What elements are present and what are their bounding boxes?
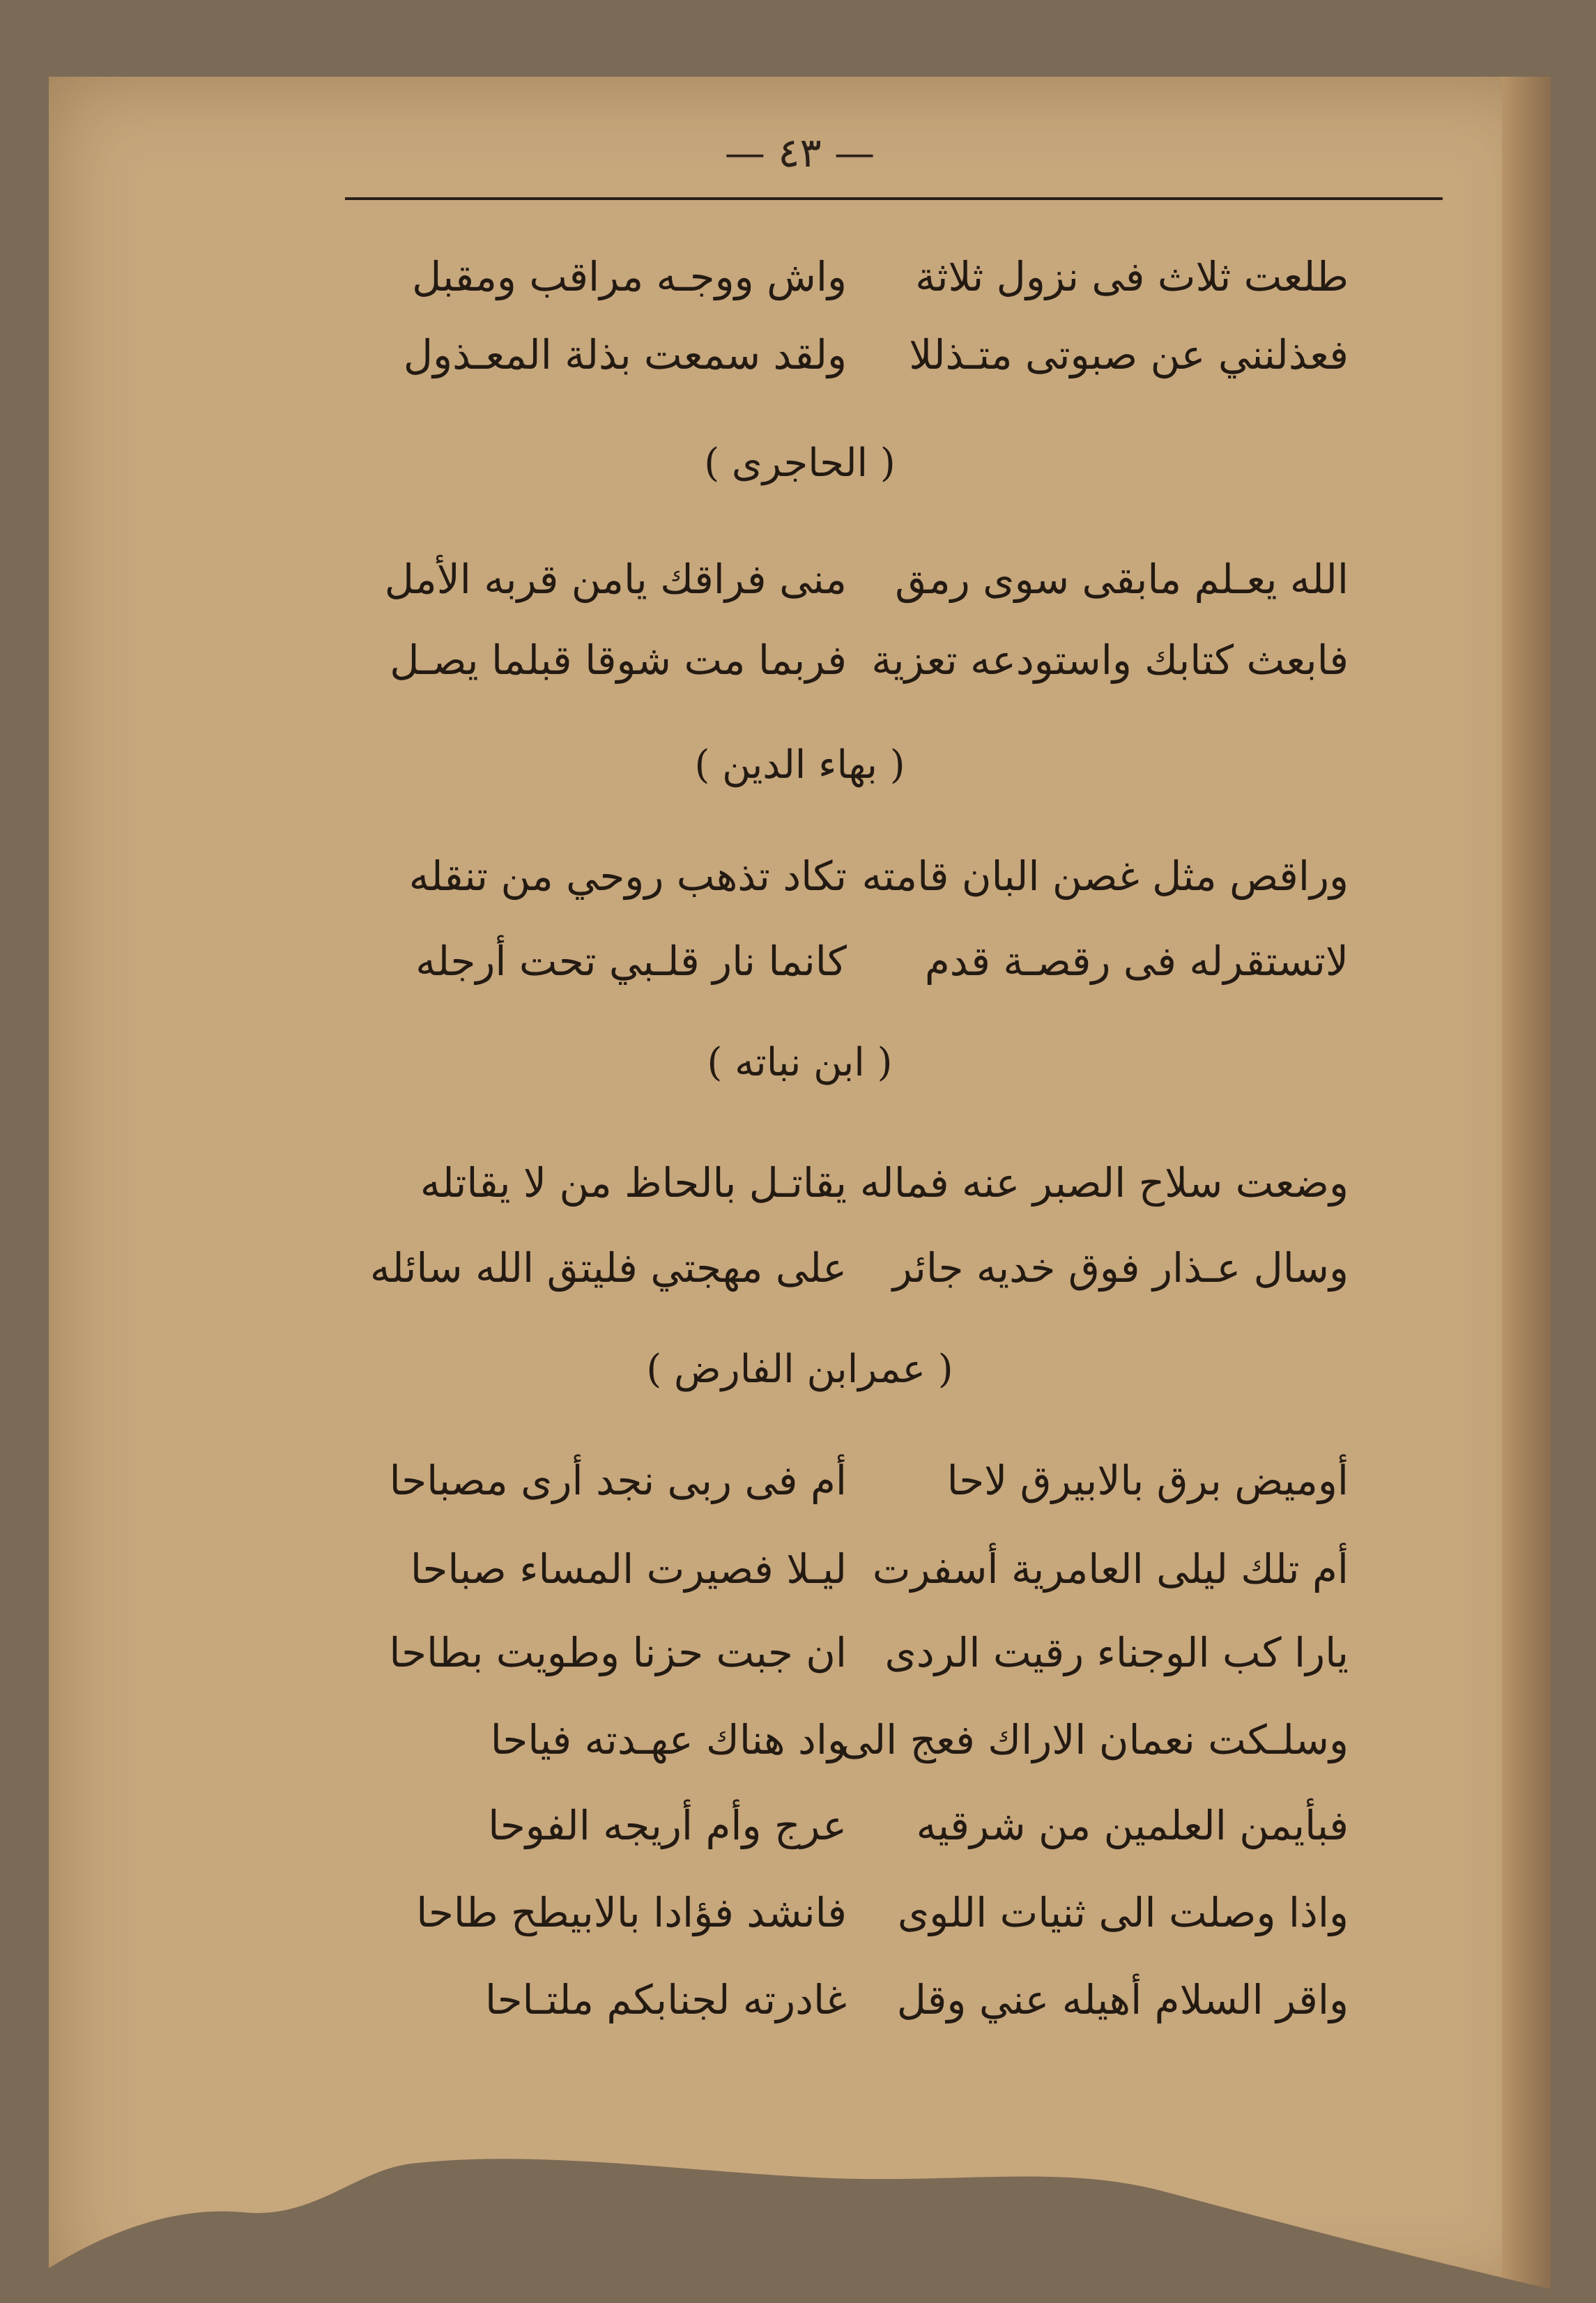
verse-second-hemistich: غادرته لجنابكم ملتـاحا <box>485 1976 847 2023</box>
verse-second-hemistich: كانما نار قلـبي تحت أرجله <box>415 938 847 985</box>
verse-second-hemistich: تكاد تذهب روحي من تنقله <box>408 852 847 900</box>
verse-second-hemistich: ان جبت حزنا وطويت بطاحا <box>389 1629 847 1676</box>
verse-first-hemistich: أوميض برق بالابيرق لاحا <box>946 1457 1349 1504</box>
verse-first-hemistich: طلعت ثلاث فى نزول ثلاثة <box>915 253 1349 300</box>
verse-second-hemistich: فربما مت شوقا قبلما يصـل <box>390 636 847 684</box>
verse-first-hemistich: فبأيمن العلمين من شرقيه <box>916 1802 1349 1849</box>
verse-first-hemistich: فعذلنني عن صبوتى متـذللا <box>909 331 1349 378</box>
verse-second-hemistich: يقاتـل بالحاظ من لا يقاتله <box>420 1159 847 1207</box>
verse-second-hemistich: فانشد فؤادا بالابيطح طاحا <box>416 1889 847 1936</box>
verse-second-hemistich: على مهجتي فليتق الله سائله <box>369 1244 847 1292</box>
torn-edge <box>49 2129 1551 2303</box>
verse-first-hemistich: لاتستقرله فى رقصـة قدم <box>924 938 1349 985</box>
section-title: ( بهاء الدين ) <box>694 742 905 788</box>
verse-first-hemistich: يارا كب الوجناء رقيت الردى <box>884 1629 1349 1676</box>
section-title: ( ابن نباته ) <box>707 1040 893 1085</box>
poem-text <box>49 77 1551 2303</box>
verse-first-hemistich: وراقص مثل غصن البان قامته <box>861 852 1349 900</box>
verse-first-hemistich: واقر السلام أهيله عني وقل <box>896 1976 1349 2023</box>
verse-second-hemistich: أم فى ربى نجد أرى مصباحا <box>389 1457 847 1504</box>
book-page <box>49 77 1551 2303</box>
verse-first-hemistich: وسلـكت نعمان الاراك فعج الى <box>840 1716 1349 1763</box>
verse-first-hemistich: فابعث كتابك واستودعه تعزية <box>871 636 1349 684</box>
verse-second-hemistich: منى فراقك يامن قربه الأمل <box>384 556 847 603</box>
section-title: ( عمرابن الفارض ) <box>646 1347 953 1392</box>
verse-first-hemistich: واذا وصلت الى ثنيات اللوى <box>897 1889 1349 1936</box>
verse-first-hemistich: الله يعـلم مابقى سوى رمق <box>895 556 1349 603</box>
verse-second-hemistich: ولقد سمعت بذلة المعـذول <box>403 331 847 378</box>
verse-first-hemistich: وسال عـذار فوق خديه جائر <box>892 1244 1349 1292</box>
page-number: — ٤٣ — <box>724 129 875 176</box>
verse-second-hemistich: ليـلا فصيرت المساء صباحا <box>410 1545 847 1593</box>
verse-first-hemistich: أم تلك ليلى العامرية أسفرت <box>872 1545 1349 1593</box>
verse-second-hemistich: واد هناك عهـدته فياحا <box>490 1716 847 1763</box>
verse-second-hemistich: عرج وأم أريجه الفوحا <box>488 1802 847 1849</box>
verse-first-hemistich: وضعت سلاح الصبر عنه فماله <box>859 1159 1349 1207</box>
section-title: ( الحاجرى ) <box>704 441 896 486</box>
verse-second-hemistich: واش ووجـه مراقب ومقبل <box>412 253 847 300</box>
